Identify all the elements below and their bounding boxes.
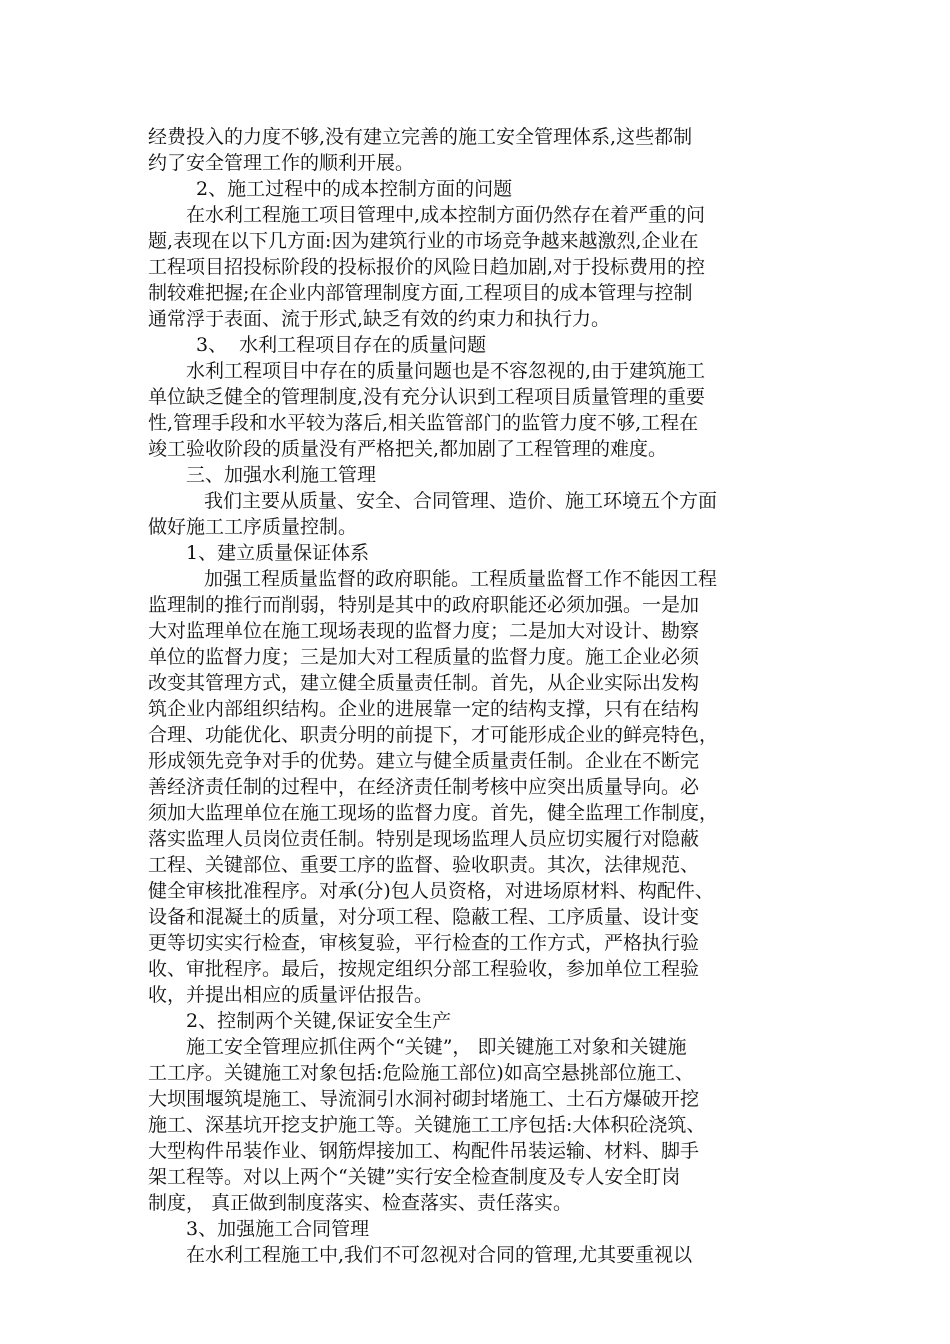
text-line: 大型构件吊装作业、钢筋焊接加工、构配件吊装运输、材料、脚手 [148, 1140, 700, 1162]
text-line: 加强工程质量监督的政府职能。工程质量监督工作不能因工程 [204, 568, 718, 590]
text-line: 收，并提出相应的质量评估报告。 [148, 984, 434, 1006]
text-line: 单位的监督力度；三是加大对工程质量的监督力度。施工企业必须 [148, 646, 700, 668]
text-line: 在水利工程施工中,我们不可忽视对合同的管理,尤其要重视以 [186, 1244, 693, 1266]
section-heading: 1、建立质量保证体系 [186, 542, 370, 564]
text-line: 题,表现在以下几方面:因为建筑行业的市场竞争越来越激烈,企业在 [148, 230, 699, 252]
text-line: 工程项目招投标阶段的投标报价的风险日趋加剧,对于投标费用的控 [148, 256, 706, 278]
text-line: 水利工程项目中存在的质量问题也是不容忽视的,由于建筑施工 [186, 360, 706, 382]
section-heading: 3、 水利工程项目存在的质量问题 [196, 334, 487, 356]
text-line: 健全审核批准程序。对承(分)包人员资格，对进场原材料、构配件、 [148, 880, 714, 902]
text-line: 制较难把握;在企业内部管理制度方面,工程项目的成本管理与控制 [148, 282, 693, 304]
text-line: 监理制的推行而削弱，特别是其中的政府职能还必须加强。一是加 [148, 594, 700, 616]
text-line: 收、审批程序。最后，按规定组织分部工程验收，参加单位工程验 [148, 958, 700, 980]
text-line: 工程、关键部位、重要工序的监督、验收职责。其次，法律规范、 [148, 854, 700, 876]
text-line: 单位缺乏健全的管理制度,没有充分认识到工程项目质量管理的重要 [148, 386, 706, 408]
text-line: 经费投入的力度不够,没有建立完善的施工安全管理体系,这些都制 [148, 126, 693, 148]
text-line: 筑企业内部组织结构。企业的进展靠一定的结构支撑，只有在结构 [148, 698, 700, 720]
section-heading: 3、加强施工合同管理 [186, 1218, 370, 1240]
text-line: 合理、功能优化、职责分明的前提下，才可能形成企业的鲜亮特色， [148, 724, 719, 746]
text-line: 大对监理单位在施工现场表现的监督力度；二是加大对设计、勘察 [148, 620, 700, 642]
text-line: 更等切实实行检查，审核复验，平行检查的工作方式，严格执行验 [148, 932, 700, 954]
section-heading: 三、加强水利施工管理 [186, 464, 377, 486]
text-line: 工工序。关键施工对象包括:危险施工部位)如高空悬挑部位施工、 [148, 1062, 694, 1084]
text-line: 设备和混凝土的质量，对分项工程、隐蔽工程、工序质量、设计变 [148, 906, 700, 928]
text-line: 须加大监理单位在施工现场的监督力度。首先，健全监理工作制度， [148, 802, 719, 824]
section-heading: 2、施工过程中的成本控制方面的问题 [196, 178, 513, 200]
text-line: 善经济责任制的过程中，在经济责任制考核中应突出质量导向。必 [148, 776, 700, 798]
text-line: 制度， 真正做到制度落实、检查落实、责任落实。 [148, 1192, 573, 1214]
text-line: 在水利工程施工项目管理中,成本控制方面仍然存在着严重的问 [186, 204, 706, 226]
text-line: 约了安全管理工作的顺利开展。 [148, 152, 415, 174]
text-line: 我们主要从质量、安全、合同管理、造价、施工环境五个方面 [204, 490, 718, 512]
text-line: 架工程等。对以上两个“关键”实行安全检查制度及专人安全盯岗 [148, 1166, 681, 1188]
text-line: 通常浮于表面、流于形式,缺乏有效的约束力和执行力。 [148, 308, 611, 330]
text-line: 做好施工工序质量控制。 [148, 516, 358, 538]
text-line: 形成领先竞争对手的优势。建立与健全质量责任制。企业在不断完 [148, 750, 700, 772]
text-line: 大坝围堰筑堤施工、导流洞引水洞衬砌封堵施工、土石方爆破开挖 [148, 1088, 700, 1110]
text-line: 施工、深基坑开挖支护施工等。关键施工工序包括:大体积砼浇筑、 [148, 1114, 706, 1136]
text-line: 落实监理人员岗位责任制。特别是现场监理人员应切实履行对隐蔽 [148, 828, 700, 850]
text-line: 竣工验收阶段的质量没有严格把关,都加剧了工程管理的难度。 [148, 438, 668, 460]
section-heading: 2、控制两个关键,保证安全生产 [186, 1010, 452, 1032]
text-line: 施工安全管理应抓住两个“关键”， 即关键施工对象和关键施 [186, 1036, 687, 1058]
text-line: 性,管理手段和水平较为落后,相关监管部门的监管力度不够,工程在 [148, 412, 699, 434]
text-line: 改变其管理方式，建立健全质量责任制。首先，从企业实际出发构 [148, 672, 700, 694]
